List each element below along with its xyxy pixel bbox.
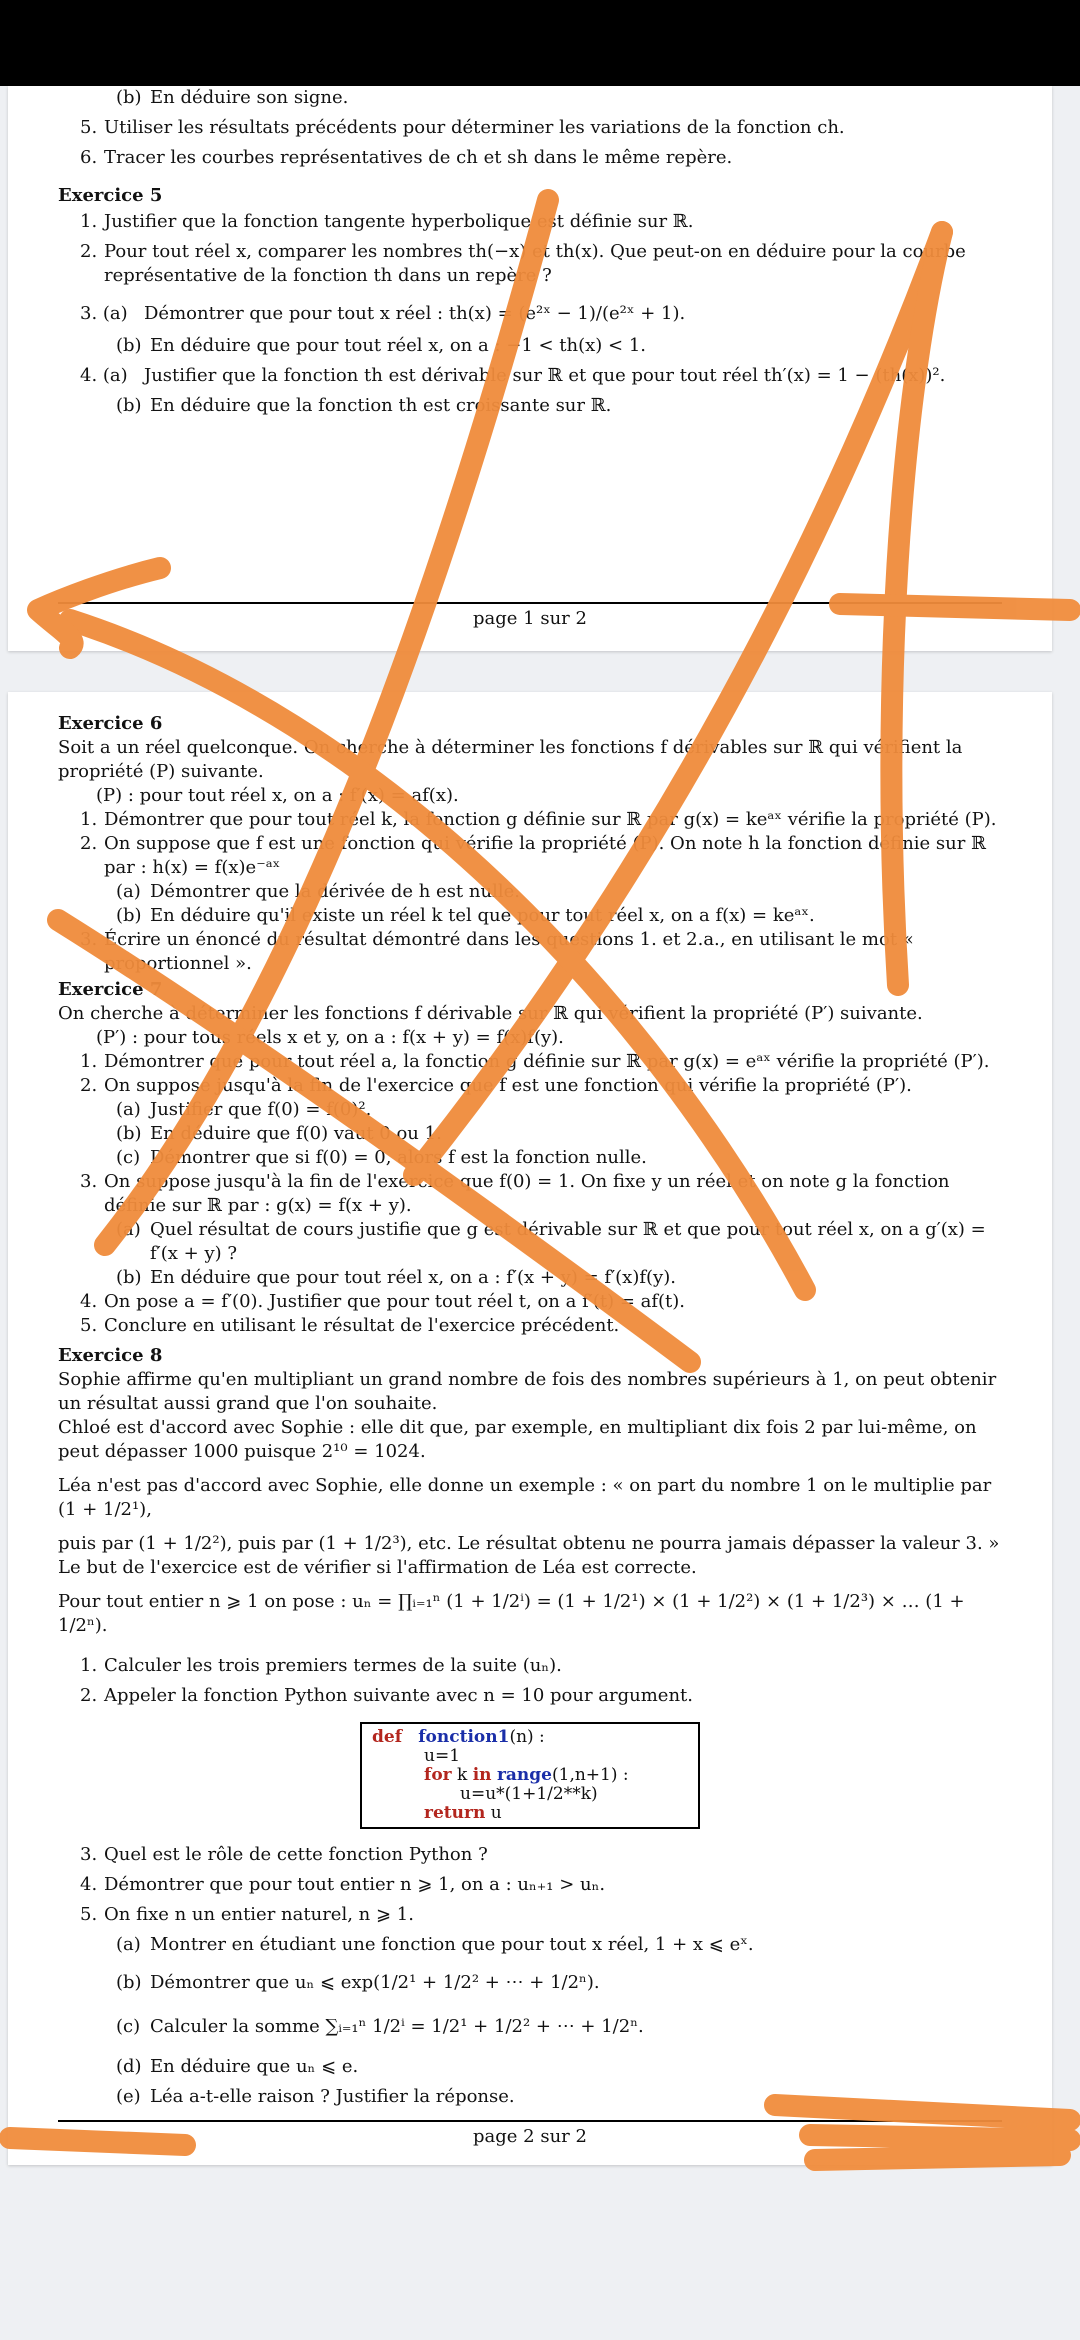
ex8-item-5c: (c) Calculer la somme ∑ᵢ₌₁ⁿ 1/2ⁱ = 1/2¹ + 1/2² + ⋯ + 1/2ⁿ. [116, 2016, 644, 2037]
code-line-3: for k in range(1,n+1) : [424, 1765, 629, 1785]
ex6-item-3: 3. Écrire un énoncé du résultat démontré dans les questions 1. et 2.a., en utilisant le mot « proportionnel ». [80, 929, 914, 974]
ex5-item-4b: (b) En déduire que la fonction th est croissante sur ℝ. [116, 395, 612, 416]
ex7-property: (P′) : pour tous réels x et y, on a : f(x + y) = f(x)f(y). [96, 1027, 564, 1048]
code-line-2: u=1 [424, 1746, 461, 1766]
exercise-5-title: Exercice 5 [58, 185, 163, 206]
ex5-item-1: 1. Justifier que la fonction tangente hyperbolique est définie sur ℝ. [80, 211, 694, 232]
ex8-item-5d: (d) En déduire que uₙ ⩽ e. [116, 2056, 359, 2077]
footer-rule [58, 2120, 1002, 2122]
ex8-item-4: 4. Démontrer que pour tout entier n ⩾ 1, on a : uₙ₊₁ > uₙ. [80, 1874, 606, 1895]
ex5-item-3a: 3. (a) Démontrer que pour tout x réel : th(x) = (e²ˣ − 1)/(e²ˣ + 1). [80, 303, 686, 324]
exercise-8-title: Exercice 8 [58, 1345, 163, 1366]
ex5-item-3b: (b) En déduire que pour tout réel x, on a : −1 < th(x) < 1. [116, 335, 647, 356]
ex7-item-1: 1. Démontrer que pour tout réel a, la fonction g définie sur ℝ par g(x) = eᵃˣ vérifie la propriété (P′). [80, 1051, 990, 1072]
ex5-item-4a: 4. (a) Justifier que la fonction th est dérivable sur ℝ et que pour tout réel th′(x) = 1 − (th(x))². [80, 365, 946, 386]
item-5: 5. Utiliser les résultats précédents pour déterminer les variations de la fonction ch. [80, 117, 845, 138]
ex7-item-2c: (c) Démontrer que si f(0) = 0, alors f est la fonction nulle. [116, 1147, 647, 1168]
ex8-paragraph-2: Chloé est d'accord avec Sophie : elle dit que, par exemple, en multipliant dix fois 2 par lui-même, on peut dépasser 1000 puisque 2¹⁰ = 1024. [58, 1417, 977, 1462]
footer-rule [58, 602, 1002, 604]
ex8-paragraph-6: Pour tout entier n ⩾ 1 on pose : uₙ = ∏ᵢ₌₁ⁿ (1 + 1/2ⁱ) = (1 + 1/2¹) × (1 + 1/2²) × (1 + 1/2³) × … (1 + 1/2ⁿ). [58, 1591, 965, 1636]
ex6-intro: Soit a un réel quelconque. On cherche à déterminer les fonctions f dérivables sur ℝ qui vérifient la propriété (P) suivante. [58, 737, 963, 782]
item-6: 6. Tracer les courbes représentatives de ch et sh dans le même repère. [80, 147, 733, 168]
ex8-paragraph-5: Le but de l'exercice est de vérifier si l'affirmation de Léa est correcte. [58, 1557, 697, 1578]
ex7-item-5: 5. Conclure en utilisant le résultat de l'exercice précédent. [80, 1315, 620, 1336]
python-code-box [360, 1722, 700, 1829]
ex5-item-2: 2. Pour tout réel x, comparer les nombres th(−x) et th(x). Que peut-on en déduire pour la courbe représentative de la fonction th dans un repère ? [80, 241, 966, 286]
ex8-item-5e: (e) Léa a-t-elle raison ? Justifier la réponse. [116, 2086, 515, 2107]
exercise-6-title: Exercice 6 [58, 713, 163, 734]
item-1b: (b) En déduire son signe. [116, 87, 349, 108]
ex8-paragraph-4: puis par (1 + 1/2²), puis par (1 + 1/2³), etc. Le résultat obtenu ne pourra jamais dépasser la valeur 3. » [58, 1533, 1000, 1554]
ex6-property: (P) : pour tout réel x, on a : f′(x) = af(x). [96, 785, 459, 806]
ex8-item-1: 1. Calculer les trois premiers termes de la suite (uₙ). [80, 1655, 562, 1676]
page-footer: page 1 sur 2 [473, 608, 587, 629]
ex6-item-2b: (b) En déduire qu'il existe un réel k tel que pour tout réel x, on a f(x) = keᵃˣ. [116, 905, 815, 926]
ex7-item-3a: (a) Quel résultat de cours justifie que g est dérivable sur ℝ et que pour tout réel x, on a g′(x) = f′(x + y) ? [116, 1219, 986, 1264]
ex8-paragraph-3: Léa n'est pas d'accord avec Sophie, elle donne un exemple : « on part du nombre 1 on le multiplie par (1 + 1/2¹), [58, 1475, 992, 1520]
ex6-item-2a: (a) Démontrer que la dérivée de h est nulle. [116, 881, 520, 902]
ex6-item-1: 1. Démontrer que pour tout réel k, la fonction g définie sur ℝ par g(x) = keᵃˣ vérifie la propriété (P). [80, 809, 997, 830]
status-bar [0, 0, 1080, 86]
ex7-item-2a: (a) Justifier que f(0) = f(0)². [116, 1099, 372, 1120]
code-line-1: def fonction1(n) : [372, 1727, 545, 1747]
exercise-7-title: Exercice 7 [58, 979, 163, 1000]
page-footer: page 2 sur 2 [473, 2126, 587, 2147]
ex7-item-3b: (b) En déduire que pour tout réel x, on a : f′(x + y) = f′(x)f(y). [116, 1267, 676, 1288]
document-page-1 [8, 86, 1052, 651]
ex8-paragraph-1: Sophie affirme qu'en multipliant un grand nombre de fois des nombres supérieurs à 1, on peut obtenir un résultat aussi grand que l'on souhaite. [58, 1369, 997, 1414]
ex6-item-2: 2. On suppose que f est une fonction qui vérifie la propriété (P). On note h la fonction définie sur ℝ par : h(x) = f(x)e⁻ᵃˣ [80, 833, 987, 878]
ex7-item-2: 2. On suppose jusqu'à la fin de l'exercice que f est une fonction qui vérifie la propriété (P′). [80, 1075, 912, 1096]
ex8-item-2: 2. Appeler la fonction Python suivante avec n = 10 pour argument. [80, 1685, 693, 1706]
ex7-item-2b: (b) En déduire que f(0) vaut 0 ou 1. [116, 1123, 442, 1144]
code-line-4: u=u*(1+1/2**k) [460, 1784, 598, 1804]
ex8-item-5: 5. On fixe n un entier naturel, n ⩾ 1. [80, 1904, 414, 1925]
ex7-intro: On cherche à déterminer les fonctions f dérivable sur ℝ qui vérifient la propriété (P′) suivante. [58, 1003, 923, 1024]
ex8-item-3: 3. Quel est le rôle de cette fonction Python ? [80, 1844, 488, 1865]
ex8-item-5a: (a) Montrer en étudiant une fonction que pour tout x réel, 1 + x ⩽ eˣ. [116, 1934, 754, 1955]
document-page-2 [8, 692, 1052, 2165]
ex7-item-3: 3. On suppose jusqu'à la fin de l'exercice que f(0) = 1. On fixe y un réel et on note g la fonction définie sur ℝ par : g(x) = f(x + y). [80, 1171, 950, 1216]
ex8-item-5b: (b) Démontrer que uₙ ⩽ exp(1/2¹ + 1/2² + ⋯ + 1/2ⁿ). [116, 1972, 600, 1993]
code-line-5: return u [424, 1803, 502, 1823]
ex7-item-4: 4. On pose a = f′(0). Justifier que pour tout réel t, on a f′(t) = af(t). [80, 1291, 686, 1312]
